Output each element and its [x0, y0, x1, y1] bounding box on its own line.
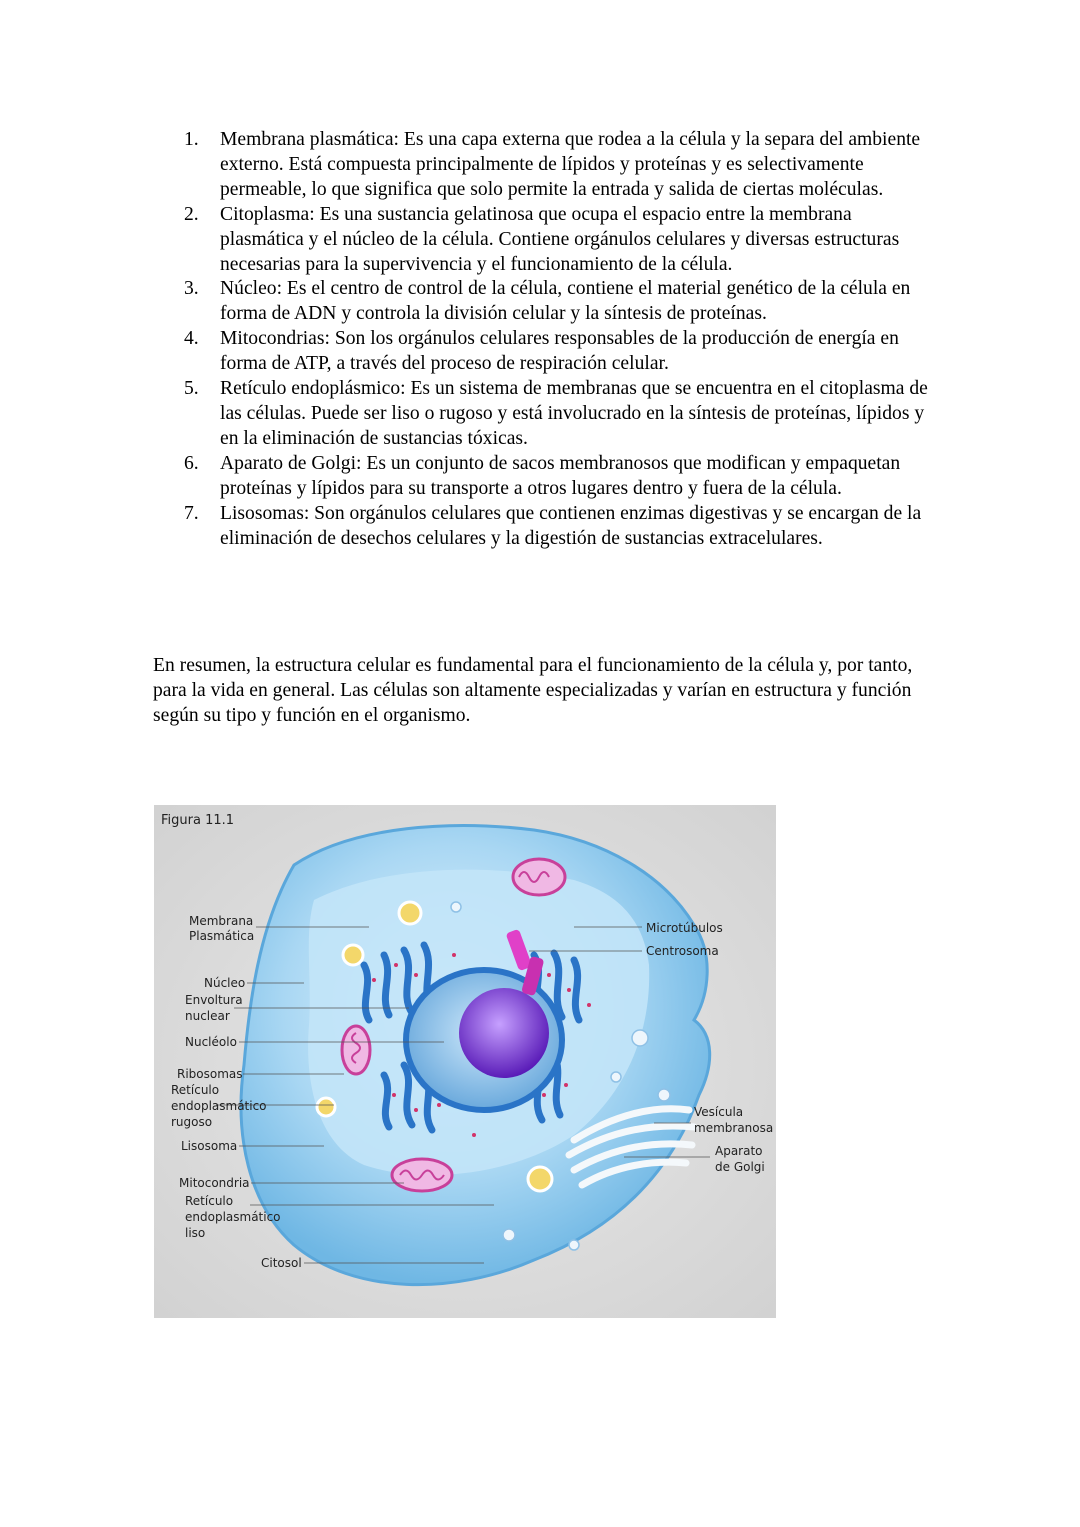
label-nucleo: Núcleo [204, 976, 246, 990]
label-nuclear: nuclear [185, 1009, 230, 1023]
list-item [150, 128, 940, 203]
label-de-golgi: de Golgi [715, 1160, 765, 1174]
list-number: 4. [184, 328, 199, 350]
label-centrosoma: Centrosoma [646, 944, 719, 958]
list-text: Aparato de Golgi: Es un conjunto de sacos membranosos que modifican y empaquetan proteínas y lípidos para su transporte a otros lugares dentro y fuera de la célula. [220, 452, 901, 499]
label-reticulo-rugoso-3: rugoso [171, 1115, 213, 1129]
label-citosol: Citosol [261, 1256, 302, 1270]
label-plasmatica: Plasmática [189, 929, 255, 943]
list-text: Retículo endoplásmico: Es un sistema de membranas que se encuentra en el citoplasma de las células. Puede ser liso o rugoso y está involucrado en la síntesis de proteínas, lípidos y en la eliminación de sustancias tóxicas. [220, 378, 928, 449]
list-text: Membrana plasmática: Es una capa externa que rodea a la célula y la separa del ambiente externo. Está compuesta principalmente de lípidos y proteínas y es selectivamente permeable, lo que significa que solo permite la entrada y salida de ciertas moléculas. [220, 129, 921, 200]
label-vesicula: Vesícula [694, 1105, 744, 1119]
label-reticulo-liso-2: endoplasmático [185, 1210, 281, 1224]
list-text: Mitocondrias: Son los orgánulos celulares responsables de la producción de energía en forma de ATP, a través del proceso de respiración celular. [220, 328, 899, 375]
label-membranosa: membranosa [694, 1121, 774, 1135]
label-lisosoma: Lisosoma [181, 1139, 238, 1153]
label-aparato: Aparato [715, 1144, 763, 1158]
label-mitocondria: Mitocondria [179, 1176, 250, 1190]
label-membrana: Membrana [189, 914, 254, 928]
figure-title: Figura 11.1 [161, 813, 235, 828]
label-reticulo-rugoso-1: Retículo [171, 1083, 220, 1097]
list-number: 7. [184, 502, 199, 524]
list-item [150, 502, 940, 552]
list-number: 5. [184, 378, 199, 400]
list-item [150, 377, 940, 452]
organelle-list [150, 128, 940, 551]
list-item [150, 452, 940, 502]
cell-diagram [154, 805, 776, 1318]
list-number: 3. [184, 278, 199, 300]
list-item [150, 203, 940, 278]
list-number: 6. [184, 452, 199, 474]
nucleolus [459, 988, 549, 1078]
list-number: 1. [184, 129, 199, 150]
label-reticulo-liso-3: liso [185, 1226, 206, 1240]
list-item [150, 277, 940, 327]
list-text: Lisosomas: Son orgánulos celulares que contienen enzimas digestivas y se encargan de la eliminación de desechos celulares y la digestión de sustancias extracelulares. [220, 502, 922, 549]
cell-diagram-figure [154, 805, 776, 1318]
label-reticulo-liso-1: Retículo [185, 1194, 234, 1208]
list-text: Núcleo: Es el centro de control de la célula, contiene el material genético de la célula en forma de ADN y controla la división celular y la síntesis de proteínas. [220, 278, 911, 325]
summary-paragraph: En resumen, la estructura celular es fundamental para el funcionamiento de la célula y, por tanto, para la vida en general. Las células son altamente especializadas y varían en estructura y función según su tipo y función en el organismo. [153, 655, 913, 726]
label-reticulo-rugoso-2: endoplasmático [171, 1099, 267, 1113]
label-envoltura: Envoltura [185, 993, 243, 1007]
list-item [150, 327, 940, 377]
label-ribosomas: Ribosomas [177, 1067, 243, 1081]
label-microtubulos: Microtúbulos [646, 921, 723, 935]
list-text: Citoplasma: Es una sustancia gelatinosa que ocupa el espacio entre la membrana plasmática y el núcleo de la célula. Contiene orgánulos celulares y diversas estructuras necesarias para la supervivencia y el funcionamiento de la célula. [220, 203, 900, 275]
list-number: 2. [184, 203, 199, 225]
label-nucleolo: Nucléolo [185, 1035, 237, 1049]
